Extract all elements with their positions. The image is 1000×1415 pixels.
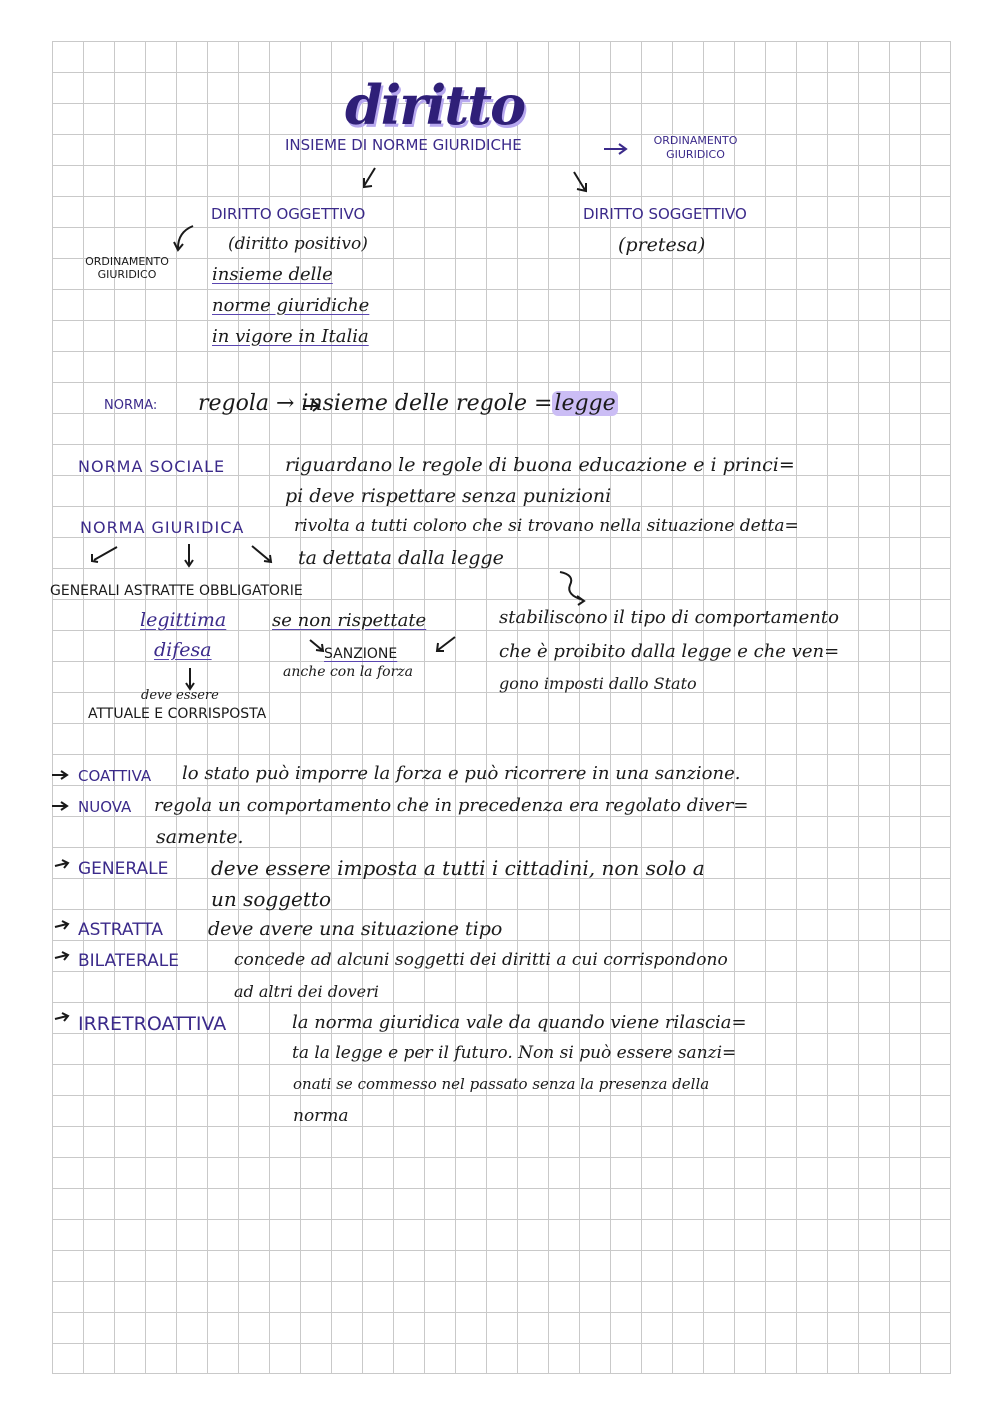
norma-label: NORMA: bbox=[104, 398, 158, 413]
feature-text-irretroattiva-1: la norma giuridica vale da quando viene rilascia= bbox=[292, 1012, 747, 1033]
feature-text-irretroattiva-3: onati se commesso nel passato senza la presenza della bbox=[293, 1075, 710, 1093]
feature-text-nuova-1: regola un comportamento che in precedenza era regolato diver= bbox=[154, 795, 749, 816]
oggettivo-line-3: in vigore in Italia bbox=[212, 326, 369, 347]
sociale-label: NORMA SOCIALE bbox=[78, 457, 226, 476]
sanzione: SANZIONE bbox=[324, 646, 398, 662]
oggettivo-sub: (diritto positivo) bbox=[228, 234, 368, 254]
feature-text-coattiva: lo stato può imporre la forza e può ricorrere in una sanzione. bbox=[182, 763, 741, 784]
characteristics-row: GENERALI ASTRATTE OBBLIGATORIE bbox=[50, 583, 303, 599]
norma-text: regola → insieme delle regole =legge bbox=[198, 391, 616, 416]
feature-label-irretroattiva: IRRETROATTIVA bbox=[78, 1013, 227, 1035]
desc-line-1: stabiliscono il tipo di comportamento bbox=[499, 607, 839, 628]
sociale-line-2: pi deve rispettare senza punizioni bbox=[285, 485, 612, 507]
sociale-line-1: riguardano le regole di buona educazione e i princi= bbox=[285, 454, 795, 476]
rispettate: se non rispettate bbox=[272, 610, 427, 631]
oggettivo-heading: DIRITTO OGGETTIVO bbox=[211, 205, 366, 223]
giuridica-line-1: rivolta a tutti coloro che si trovano nella situazione detta= bbox=[294, 516, 799, 536]
anche-forza: anche con la forza bbox=[283, 664, 413, 680]
desc-line-3: gono imposti dallo Stato bbox=[499, 674, 697, 693]
feature-label-nuova: NUOVA bbox=[78, 798, 132, 816]
desc-line-2: che è proibito dalla legge e che ven= bbox=[499, 641, 840, 662]
legittima-line-1: legittima bbox=[140, 609, 227, 631]
norma-highlight: legge bbox=[554, 391, 616, 416]
attuale: ATTUALE E CORRISPOSTA bbox=[88, 706, 267, 722]
feature-text-nuova-2: samente. bbox=[156, 826, 244, 848]
legittima-line-2: difesa bbox=[154, 639, 212, 661]
feature-label-coattiva: COATTIVA bbox=[78, 767, 152, 785]
feature-text-bilaterale-1: concede ad alcuni soggetti dei diritti a cui corrispondono bbox=[234, 950, 728, 970]
feature-text-bilaterale-2: ad altri dei doveri bbox=[234, 982, 379, 1001]
oggettivo-line-1: insieme delle bbox=[212, 264, 333, 285]
feature-text-astratta: deve avere una situazione tipo bbox=[208, 918, 503, 940]
feature-text-generale-1: deve essere imposta a tutti i cittadini, non solo a bbox=[211, 856, 705, 880]
feature-text-generale-2: un soggetto bbox=[211, 887, 331, 911]
feature-text-irretroattiva-4: norma bbox=[293, 1106, 349, 1126]
page-title: diritto bbox=[345, 73, 525, 137]
soggettivo-sub: (pretesa) bbox=[618, 234, 706, 256]
definition: INSIEME DI NORME GIURIDICHE bbox=[285, 136, 522, 154]
deve-essere: deve essere bbox=[141, 688, 219, 703]
oggettivo-side-note: ORDINAMENTO GIURIDICO bbox=[85, 255, 169, 282]
definition-equals: ORDINAMENTO GIURIDICO bbox=[653, 134, 738, 161]
soggettivo-heading: DIRITTO SOGGETTIVO bbox=[583, 205, 747, 223]
feature-label-bilaterale: BILATERALE bbox=[78, 951, 179, 971]
feature-label-astratta: ASTRATTA bbox=[78, 920, 164, 940]
oggettivo-line-2: norme giuridiche bbox=[212, 295, 370, 316]
giuridica-line-2: ta dettata dalla legge bbox=[298, 547, 504, 569]
feature-label-generale: GENERALE bbox=[78, 859, 169, 879]
feature-text-irretroattiva-2: ta la legge e per il futuro. Non si può essere sanzi= bbox=[292, 1043, 737, 1063]
giuridica-label: NORMA GIURIDICA bbox=[80, 518, 245, 537]
